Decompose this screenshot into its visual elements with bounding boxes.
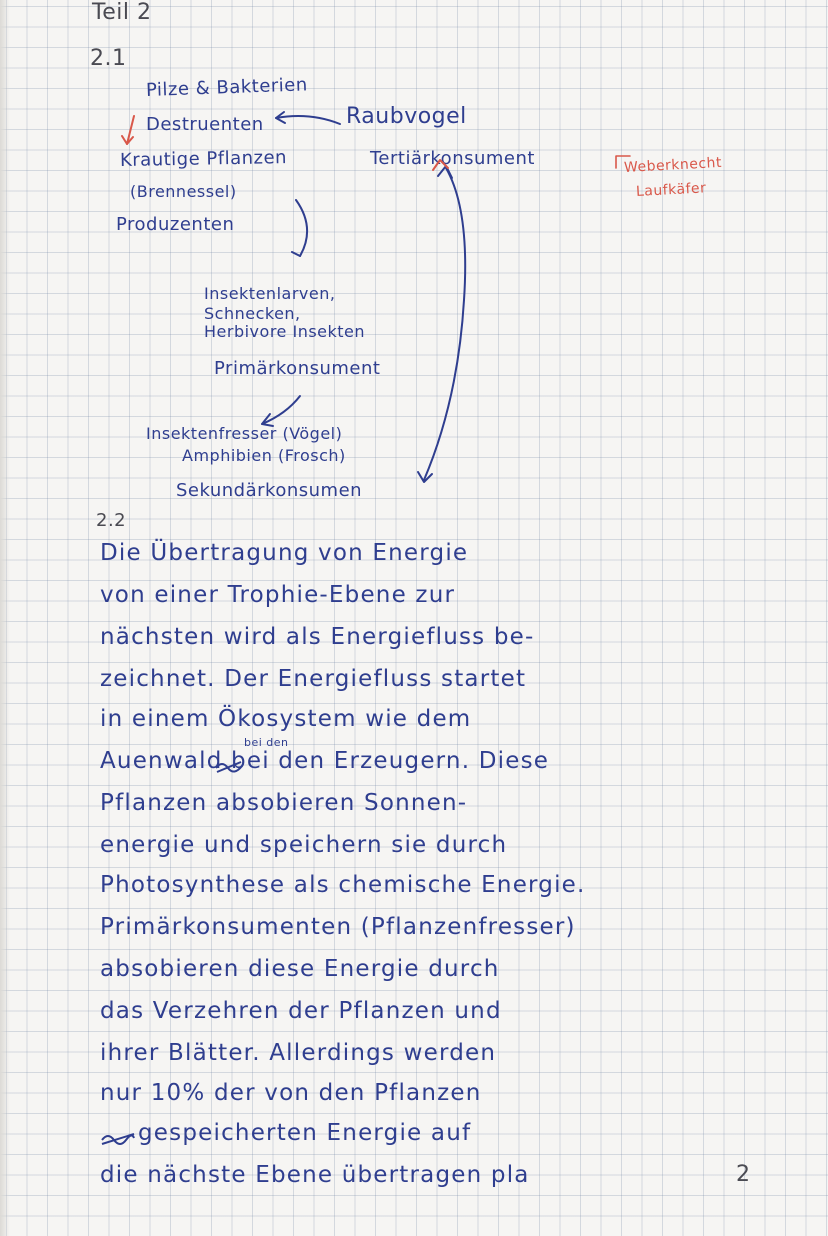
- insertion-note: bei den: [244, 736, 289, 749]
- page-number: 2: [736, 1162, 751, 1187]
- text-line-15: gespeicherten Energie auf: [138, 1120, 472, 1146]
- margin-note-line-1: Weberknecht: [623, 154, 723, 176]
- text-line-9: Photosynthese als chemische Energie.: [100, 872, 586, 898]
- food-web-producers: Produzenten: [116, 214, 235, 235]
- text-line-4: zeichnet. Der Energiefluss startet: [100, 666, 527, 692]
- food-web-secondary-organism-2: Amphibien (Frosch): [182, 446, 346, 465]
- arrow-producers-to-primary: [296, 200, 307, 256]
- text-line-1: Die Übertragung von Energie: [100, 540, 469, 566]
- part-heading: Teil 2: [92, 0, 152, 25]
- text-line-11: absobieren diese Energie durch: [100, 956, 500, 982]
- text-line-12: das Verzehren der Pflanzen und: [100, 998, 502, 1024]
- text-line-14: nur 10% der von den Pflanzen: [100, 1080, 482, 1106]
- text-line-5: in einem Ökosystem wie dem: [100, 706, 472, 732]
- food-web-arrows: [0, 0, 828, 520]
- food-web-primary-organism-3: Herbivore Insekten: [204, 322, 366, 341]
- food-web-plants-example: (Brennessel): [130, 182, 237, 201]
- food-web-secondary-consumer: Sekundärkonsumen: [176, 480, 363, 501]
- food-web-primary-consumer: Primärkonsument: [214, 358, 381, 379]
- text-line-8: energie und speichern sie durch: [100, 832, 508, 858]
- text-line-10: Primärkonsumenten (Pflanzenfresser): [100, 914, 576, 940]
- crossed-out-word-2: [214, 756, 244, 778]
- food-web-primary-organism-2: Schnecken,: [204, 304, 301, 323]
- arrow-primary-to-secondary: [262, 396, 300, 424]
- text-line-3: nächsten wird als Energiefluss be-: [100, 624, 535, 650]
- text-line-13: ihrer Blätter. Allerdings werden: [100, 1040, 497, 1066]
- food-web-destruents-label: Destruenten: [146, 114, 264, 135]
- text-line-6: Auenwald bei den Erzeugern. Diese: [100, 748, 550, 774]
- food-web-primary-organism-1: Insektenlarven,: [204, 284, 336, 303]
- crossed-out-word: [100, 1126, 136, 1152]
- section-2-1-label: 2.1: [90, 46, 127, 71]
- red-bracket-margin: [616, 156, 630, 168]
- text-line-2: von einer Trophie-Ebene zur: [100, 582, 456, 608]
- food-web-destruents-organisms: Pilze & Bakterien: [145, 74, 309, 101]
- food-web-plants: Krautige Pflanzen: [119, 147, 288, 171]
- food-web-tertiary-consumer: Tertiärkonsument: [370, 148, 535, 169]
- food-web-secondary-organism-1: Insektenfresser (Vögel): [146, 424, 343, 443]
- text-line-7: Pflanzen absobieren Sonnen-: [100, 790, 468, 816]
- food-web-raptor: Raubvogel: [346, 104, 467, 129]
- section-2-2-label: 2.2: [96, 510, 127, 531]
- text-line-16: die nächste Ebene übertragen pla: [100, 1162, 530, 1188]
- margin-note-line-2: Laufkäfer: [635, 180, 707, 200]
- arrow-secondary-to-tertiary: [424, 168, 465, 480]
